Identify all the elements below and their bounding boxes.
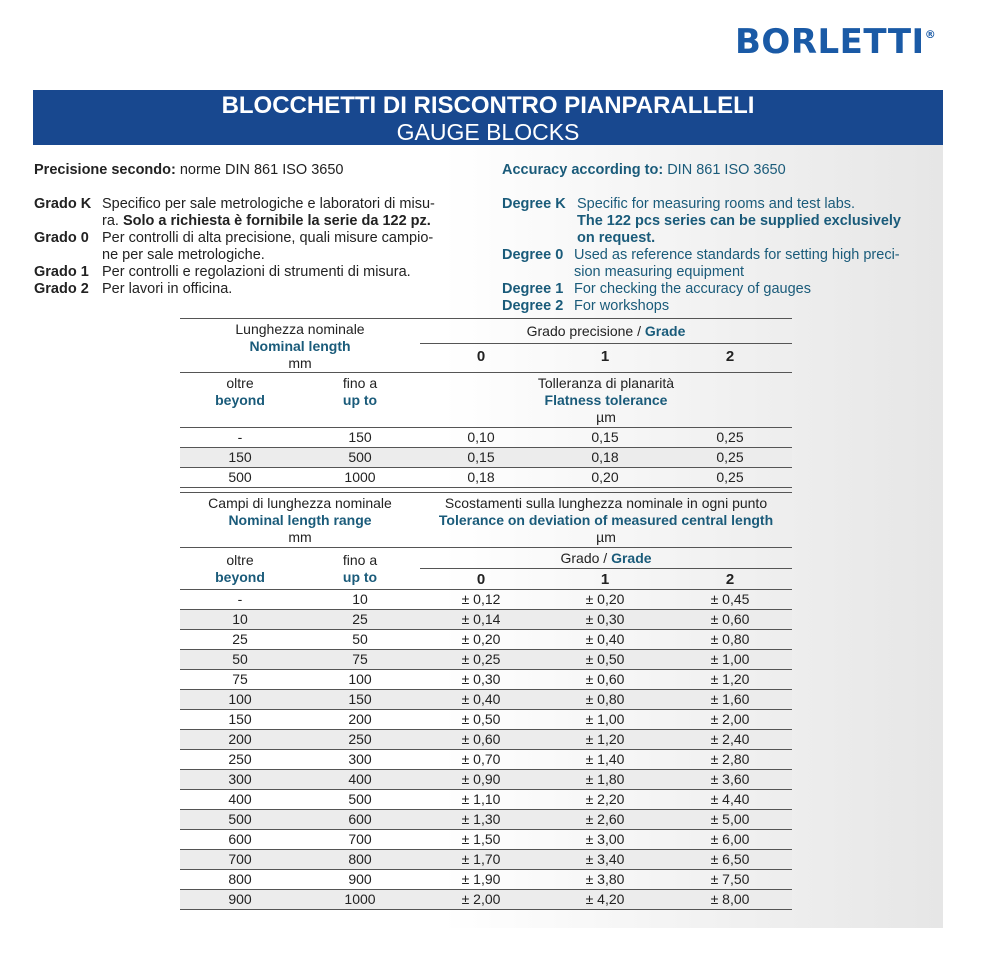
grade-label: Grado 1 [34,264,89,280]
table-cell: ± 2,00 [710,711,750,727]
table-cell: ± 6,00 [710,831,750,847]
table-cell: 700 [348,831,372,847]
table-cell: ± 3,40 [542,850,668,870]
table-cell: ± 2,00 [420,890,542,910]
table-cell: 25 [300,610,420,630]
table-cell: ± 0,30 [461,671,501,687]
header-text-en: Grade [611,549,652,566]
precision-label-it: Precisione secondo: [34,162,176,178]
grade-k-it [34,196,484,230]
table-cell: 0,25 [716,429,744,445]
table-cell: ± 1,20 [542,730,668,750]
table-cell: ± 3,60 [668,770,792,790]
table-cell: 100 [180,690,300,710]
deviation-header [420,493,792,548]
table-cell: 800 [228,871,252,887]
grade-label: Degree 1 [502,281,564,297]
table-cell: ± 5,00 [668,810,792,830]
table-cell: 0,18 [467,469,495,485]
upto-header [300,373,420,428]
table-row [180,850,792,870]
header-text-it: fino a [342,375,378,391]
table-cell: 75 [232,671,248,687]
grade-text: Per controlli e regolazioni di strumenti di misura. [102,264,411,280]
table-cell: 150 [300,690,420,710]
grade-label: Grado 2 [34,281,89,297]
table-row [180,610,792,630]
table-cell: ± 4,20 [542,890,668,910]
table-cell: 900 [348,871,372,887]
grade-text: Used as reference standards for setting high preci- [574,247,900,263]
header-text-en: Nominal length [249,338,351,354]
table-cell: ± 0,12 [461,591,501,607]
table-cell: 10 [352,591,368,607]
table-cell: ± 1,10 [461,791,501,807]
nominal-length-header [180,319,420,373]
grade-0-it [34,230,484,264]
header-text-it: Scostamenti sulla lunghezza nominale in ogni punto [444,495,768,511]
table-row [180,730,792,750]
table-cell: ± 1,80 [542,770,668,790]
table-cell: ± 1,20 [710,671,750,687]
table-cell: 0,15 [591,429,619,445]
table-cell: ± 0,14 [420,610,542,630]
table-cell: 0,25 [668,448,792,468]
table-row [180,650,792,670]
table-row [180,890,792,910]
header-text-it: Grado precisione / [526,322,645,339]
grade-0-en [502,247,947,281]
table-cell: ± 0,45 [710,591,750,607]
table-cell: ± 0,90 [420,770,542,790]
header-text-en: up to [342,569,378,585]
table-cell: ± 6,50 [668,850,792,870]
grade-2-it [34,281,484,298]
table-cell: 10 [180,610,300,630]
nominal-range-header [180,493,420,548]
table-cell: 150 [348,429,372,445]
table-cell: 700 [180,850,300,870]
table-cell: - [237,429,243,445]
grade-col-header: 1 [600,570,610,588]
beyond-header [180,373,300,428]
unit-label: mm [288,355,312,371]
intro-english [502,162,947,315]
grade-text: Per controlli di alta precisione, quali misure campio- [102,230,434,246]
grade-1-it [34,264,484,281]
grade-text: sion measuring equipment [574,264,745,280]
header-text-en: beyond [215,569,265,585]
table-cell: 900 [180,890,300,910]
grade-text: Specific for measuring rooms and test labs. [577,196,856,212]
grade-col-header: 0 [476,347,486,365]
header-text-it: oltre [226,375,254,391]
upto-header [300,548,420,590]
table-cell: ± 2,80 [710,751,750,767]
table-row [180,870,792,890]
table-row [180,468,792,488]
grade-col-header: 2 [725,347,735,365]
table-cell: 250 [228,751,252,767]
precision-value-en: DIN 861 ISO 3650 [663,162,786,178]
table-cell: ± 4,40 [710,791,750,807]
table-row [180,590,792,610]
table-cell: ± 3,00 [585,831,625,847]
precision-value-it: norme DIN 861 ISO 3650 [175,162,344,178]
table-cell: 0,20 [591,469,619,485]
intro-italian [34,162,484,298]
grade-label: Degree 0 [502,247,564,263]
grade-col-header: 0 [476,570,486,588]
grade-k-en [502,196,947,247]
header-text-it: Tolleranza di planarità [537,375,675,391]
table-cell: 300 [348,751,372,767]
header-text-en: Flatness tolerance [544,392,668,408]
title-italian: BLOCCHETTI DI RISCONTRO PIANPARALLELI [221,92,755,119]
grade-col-header: 2 [725,570,735,588]
registered-mark: ® [924,28,936,41]
table-cell: 200 [180,730,300,750]
grade-text: Specifico per sale metrologiche e laboratori di misu- [102,196,435,212]
table-cell: 0,15 [420,448,542,468]
table-cell: ± 0,80 [710,631,750,647]
table-cell: ± 2,20 [585,791,625,807]
table-cell: 250 [300,730,420,750]
grade-label: Degree K [502,196,566,212]
table-row [180,690,792,710]
grade-2-en [502,298,947,315]
flatness-table [180,318,792,488]
grade-label: Grado K [34,196,92,212]
table-cell: ± 2,60 [542,810,668,830]
title-banner [33,90,943,145]
table-cell: ± 1,00 [668,650,792,670]
table-row [180,428,792,448]
header-text-it: fino a [342,552,378,568]
table-cell: ± 1,40 [585,751,625,767]
header-text-it: oltre [226,552,254,568]
table-cell: ± 0,20 [461,631,501,647]
table-cell: 400 [300,770,420,790]
table-row [180,810,792,830]
grade-text: Per lavori in officina. [102,281,233,297]
grade-header [420,548,792,569]
grade-precision-header [420,319,792,344]
grade-text: ne per sale metrologiche. [102,247,265,263]
table-cell: 800 [300,850,420,870]
table-cell: 500 [228,469,252,485]
grade-col-header: 1 [600,347,610,365]
table-row [180,670,792,690]
unit-label: mm [288,529,312,545]
table-cell: 400 [228,791,252,807]
table-row [180,790,792,810]
table-cell: ± 0,50 [542,650,668,670]
table-cell: ± 2,40 [668,730,792,750]
table-cell: 50 [352,631,368,647]
brand-logo [735,22,936,62]
table-cell: 500 [180,810,300,830]
header-text-en: Nominal length range [228,512,372,528]
grade-label: Grado 0 [34,230,89,246]
table-cell: 500 [348,791,372,807]
table-cell: 1000 [300,890,420,910]
table-cell: 0,10 [467,429,495,445]
table-cell: 300 [180,770,300,790]
table-cell: ± 0,60 [420,730,542,750]
grade-text-bold: on request. [577,230,656,246]
header-text-en: up to [342,392,378,408]
title-english: GAUGE BLOCKS [396,119,580,145]
deviation-table [180,492,792,910]
table-cell: ± 1,50 [461,831,501,847]
table-cell: ± 0,60 [585,671,625,687]
table-cell: 1000 [344,469,376,485]
table-cell: ± 8,00 [668,890,792,910]
table-row [180,770,792,790]
table-row [180,830,792,850]
table-cell: ± 0,20 [585,591,625,607]
table-cell: ± 0,40 [420,690,542,710]
beyond-header [180,548,300,590]
precision-label-en: Accuracy according to: [502,162,664,178]
table-cell: 25 [232,631,248,647]
unit-label: µm [596,529,616,545]
table-cell: 150 [180,448,300,468]
header-text-it: Campi di lunghezza nominale [208,495,392,511]
table-cell: ± 1,70 [420,850,542,870]
table-cell: 100 [348,671,372,687]
header-text-it: Lunghezza nominale [235,321,365,337]
header-text-en: beyond [215,392,265,408]
table-cell: ± 1,90 [461,871,501,887]
header-text-it: Grado / [560,549,612,566]
table-cell: ± 1,30 [420,810,542,830]
table-cell: ± 0,50 [461,711,501,727]
table-row [180,710,792,730]
grade-text: For checking the accuracy of gauges [574,281,811,297]
table-cell: ± 0,70 [461,751,501,767]
table-cell: ± 7,50 [710,871,750,887]
table-cell: ± 0,40 [585,631,625,647]
table-row [180,448,792,468]
table-cell: ± 0,25 [420,650,542,670]
table-cell: ± 1,60 [668,690,792,710]
table-cell: ± 0,80 [542,690,668,710]
grade-1-en [502,281,947,298]
grade-text: ra. [102,213,123,229]
flatness-tolerance-header [420,373,792,428]
header-text-en: Grade [644,322,686,339]
table-cell: ± 0,30 [542,610,668,630]
deviation-table-body [180,590,792,910]
table-cell: ± 1,00 [585,711,625,727]
table-cell: 150 [228,711,252,727]
table-cell: - [237,591,243,607]
table-cell: 50 [180,650,300,670]
table-cell: 600 [228,831,252,847]
header-text-en: Tolerance on deviation of measured central length [438,512,774,528]
table-cell: 0,25 [716,469,744,485]
table-row [180,630,792,650]
table-cell: ± 0,60 [668,610,792,630]
table-row [180,750,792,770]
grade-text-bold: Solo a richiesta è fornibile la serie da 122 pz. [122,213,431,229]
grade-label: Degree 2 [502,298,564,314]
table-cell: 75 [300,650,420,670]
table-cell: 600 [300,810,420,830]
table-cell: ± 3,80 [585,871,625,887]
grade-text-bold: The 122 pcs series can be supplied exclusively [577,213,901,229]
table-cell: 500 [300,448,420,468]
table-cell: 0,18 [542,448,668,468]
grade-text: For workshops [574,298,670,314]
unit-label: µm [596,409,616,425]
brand-name: BORLETTI [735,22,925,62]
table-cell: 200 [348,711,372,727]
